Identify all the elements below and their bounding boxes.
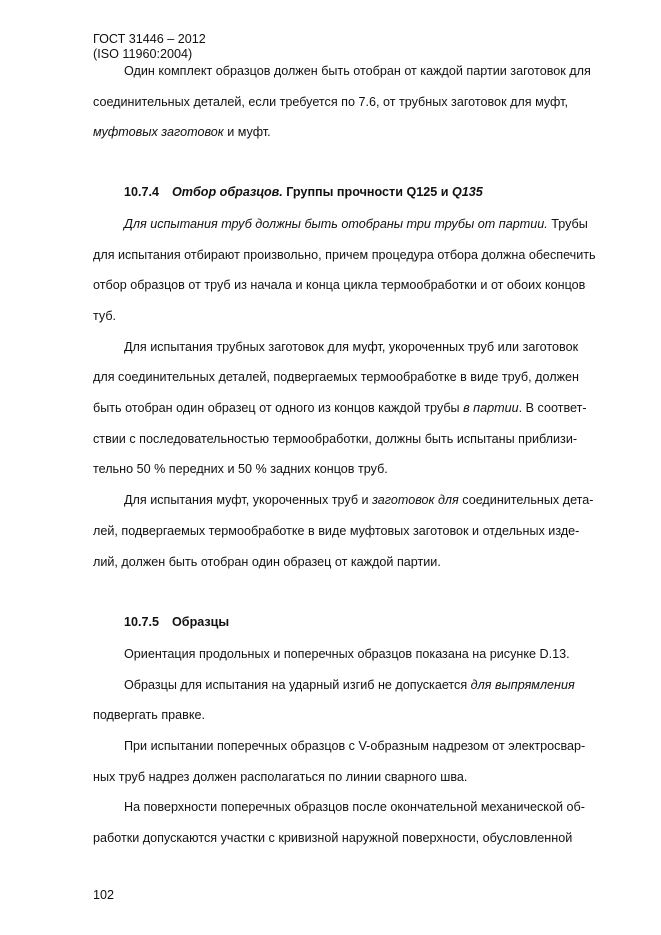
text-line: ных труб надрез должен располагаться по линии сварного шва. [93,770,468,784]
text-line [93,401,587,415]
text-line: для соединительных деталей, подвергаемых термообработке в виде труб, должен [93,370,579,384]
section-title-q135: Q135 [452,185,483,199]
text-line: При испытании поперечных образцов с V-образным надрезом от электросвар- [124,739,586,753]
section-title: Образцы [172,615,230,629]
text-line: подвергать правке. [93,708,205,722]
text-line: соединительных деталей, если требуется по 7.6, от трубных заготовок для муфт, [93,95,568,109]
text-line: для испытания отбирают произвольно, причем процедура отбора должна обеспечить [93,248,596,262]
text-line: ствии с последовательностью термообработки, должны быть испытаны приблизи- [93,432,578,446]
text-span: соединительных дета- [458,493,594,507]
text-line [124,493,594,507]
text-line [124,217,588,231]
text-line: лий, должен быть отобран один образец от каждой партии. [93,555,441,569]
section-heading-10-7-5 [124,615,229,629]
section-heading-10-7-4 [124,185,483,199]
text-span: . В соответ- [518,401,587,415]
paragraph-orientation: Ориентация продольных и поперечных образцов показана на рисунке D.13. [124,647,570,661]
iso-reference: (ISO 11960:2004) [93,47,193,61]
text-line: работки допускаются участки с кривизной наружной поверхности, обусловленной [93,831,573,845]
page-number: 102 [93,888,115,902]
text-line: На поверхности поперечных образцов после окончательной механической об- [124,800,585,814]
text-span: и муфт. [223,125,271,139]
italic-text: в партии [463,401,519,415]
italic-text: для выпрямления [470,678,575,692]
text-span: Для испытания муфт, укороченных труб и [124,493,373,507]
text-line: тельно 50 % передних и 50 % задних концов труб. [93,462,388,476]
section-title-italic: Отбор образцов. [172,185,283,199]
italic-text: Для испытания труб должны быть отобраны три трубы от партии. [124,217,548,231]
italic-text: заготовок для [372,493,459,507]
text-line: отбор образцов от труб из начала и конца цикла термообработки и от обоих концов [93,278,586,292]
text-line [124,678,575,692]
text-line: Для испытания трубных заготовок для муфт, укороченных труб или заготовок [124,340,579,354]
text-span: Образцы для испытания на ударный изгиб не допускается [124,678,471,692]
section-number: 10.7.4 [124,185,160,199]
text-line: лей, подвергаемых термообработке в виде муфтовых заготовок и отдельных изде- [93,524,580,538]
section-title: Группы прочности Q125 и [282,185,452,199]
text-line: туб. [93,309,117,323]
text-span: быть отобран один образец от одного из концов каждой трубы [93,401,464,415]
text-line: Один комплект образцов должен быть отобран от каждой партии заготовок для [124,64,591,78]
text-span: Трубы [547,217,588,231]
italic-text: муфтовых заготовок [93,125,224,139]
standard-number: ГОСТ 31446 – 2012 [93,32,206,46]
section-number: 10.7.5 [124,615,160,629]
text-line [93,125,271,139]
